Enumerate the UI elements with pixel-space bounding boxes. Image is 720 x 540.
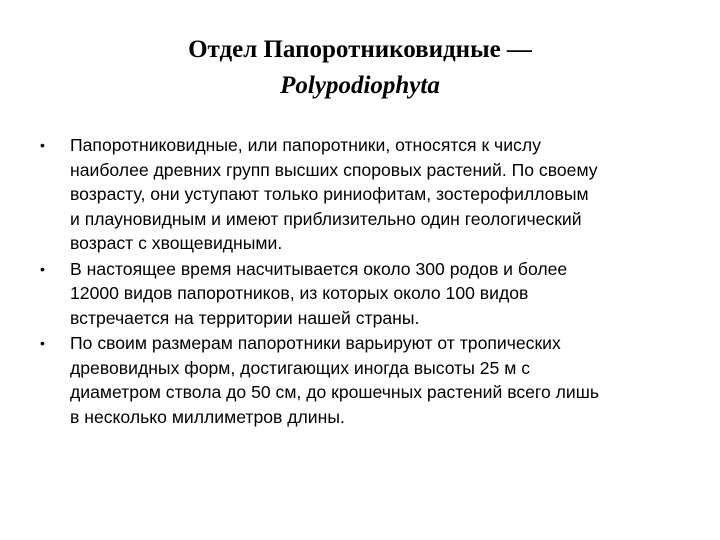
- title-line-1: Отдел Папоротниковидные —: [188, 36, 532, 63]
- bullet-item: [40, 133, 690, 256]
- bullet-dot-icon: •: [40, 260, 45, 277]
- bullet-list: [40, 133, 690, 430]
- slide-title: [60, 32, 660, 104]
- title-line-2-latin-name: Polypodiophyta: [280, 72, 440, 99]
- bullet-item: [40, 257, 690, 331]
- bullet-item: [40, 331, 690, 429]
- bullet-text: Папоротниковидные, или папоротники, относятся к числу наиболее древних групп высших споровых растений. По своему возрасту, они уступают только риниофитам, зостерофилловым и плауновидным и имеют приблизительно один геологический возраст с хвощевидными.: [70, 135, 598, 253]
- bullet-text: В настоящее время насчитывается около 300 родов и более 12000 видов папоротников, из которых около 100 видов встречается на территории нашей страны.: [70, 258, 568, 328]
- bullet-dot-icon: •: [40, 335, 45, 351]
- bullet-text: По своим размерам папоротники варьируют от тропических древовидных форм, достигающих иногда высоты 25 м с диаметром ствола до 50 см, до крошечных растений всего лишь в несколько миллиметров длины.: [70, 333, 600, 427]
- bullet-dot-icon: •: [40, 137, 45, 153]
